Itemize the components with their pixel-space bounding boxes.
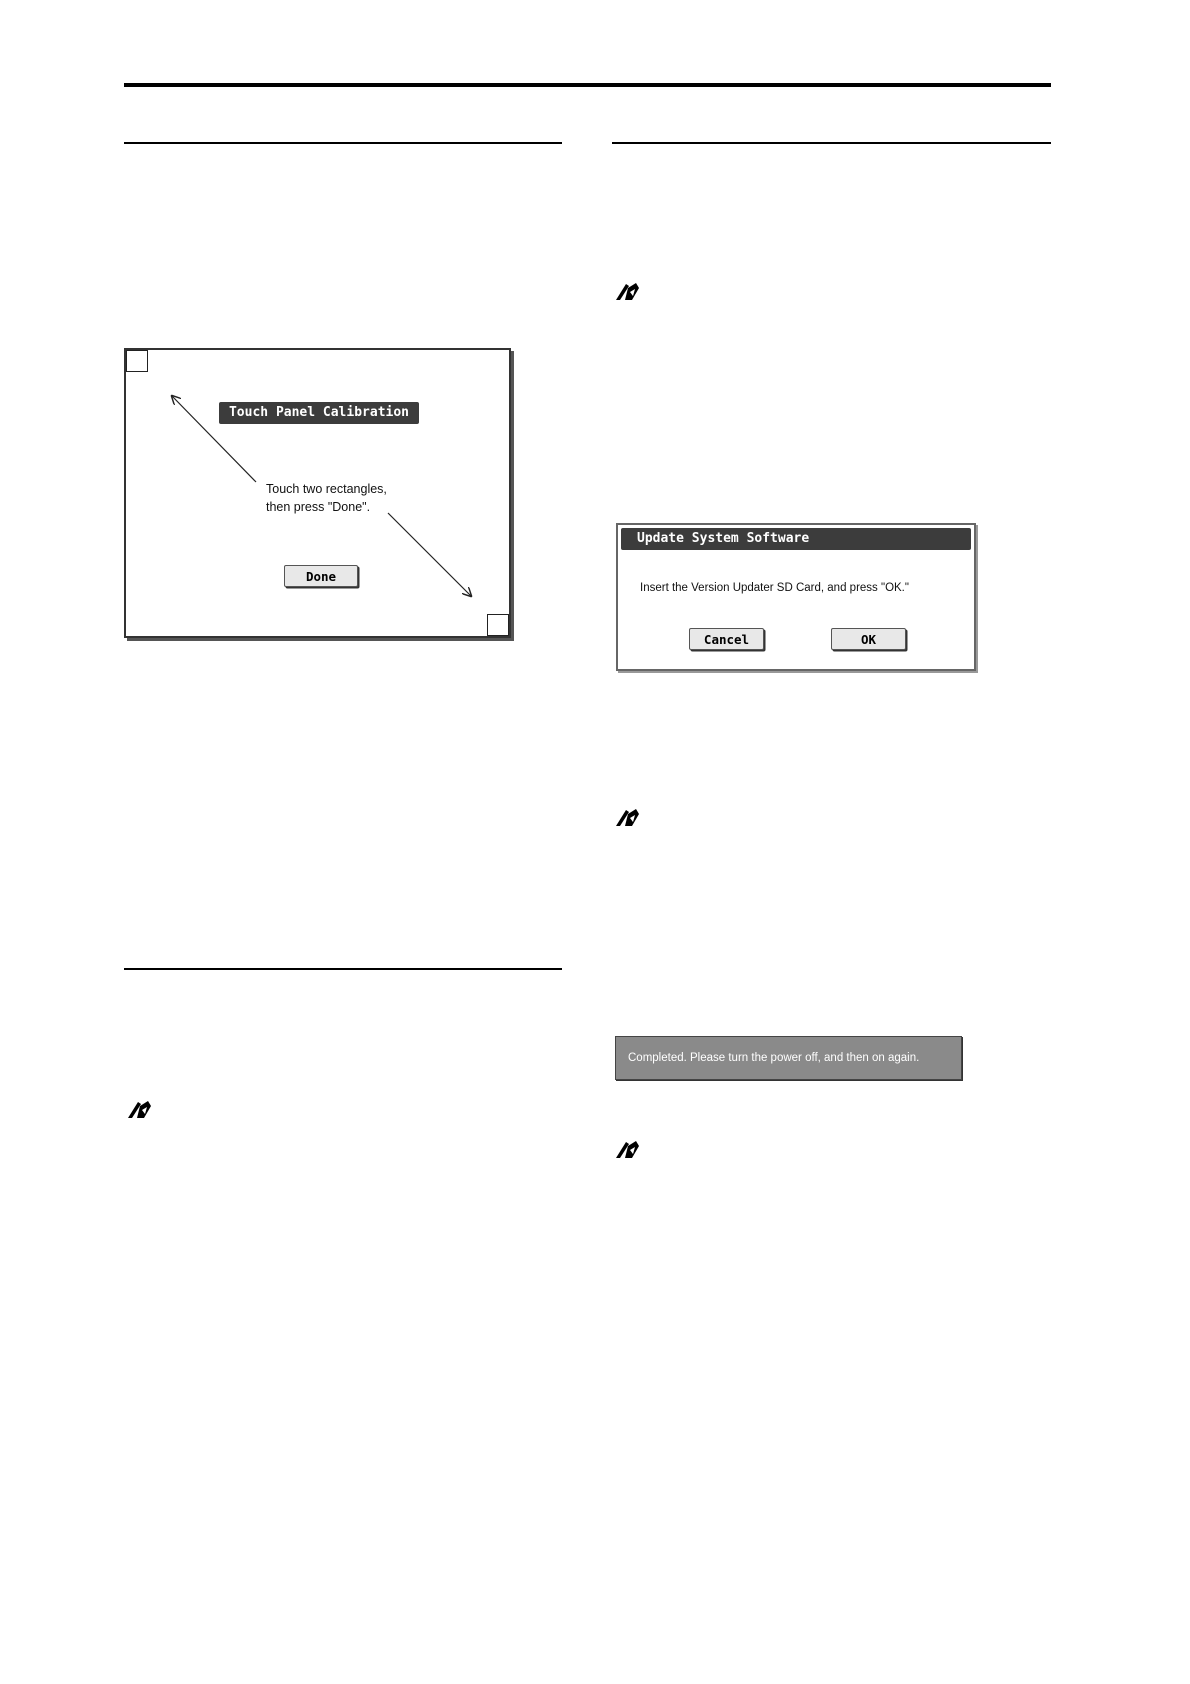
caution-note-icon xyxy=(126,1098,154,1120)
completed-message-bar: Completed. Please turn the power off, and then on again. xyxy=(615,1036,962,1080)
update-system-software-dialog xyxy=(616,523,976,671)
cancel-button[interactable]: Cancel xyxy=(689,628,764,650)
calibration-title: Touch Panel Calibration xyxy=(219,402,419,424)
caution-note-icon xyxy=(614,280,642,302)
ok-button[interactable]: OK xyxy=(831,628,906,650)
right-section-rule-1 xyxy=(612,142,1051,144)
left-section-rule-2 xyxy=(124,968,562,970)
caution-note-icon xyxy=(614,806,642,828)
arrow-to-bottom-right xyxy=(388,513,471,596)
done-button[interactable]: Done xyxy=(284,565,358,587)
instruction-line-1: Touch two rectangles, xyxy=(266,482,387,496)
touch-panel-calibration-screen xyxy=(124,348,511,638)
caution-note-icon xyxy=(614,1138,642,1160)
instruction-line-2: then press "Done". xyxy=(266,500,371,514)
page-top-rule xyxy=(124,83,1051,87)
left-section-rule-1 xyxy=(124,142,562,144)
dialog-message: Insert the Version Updater SD Card, and press "OK." xyxy=(640,582,909,594)
dialog-title: Update System Software xyxy=(621,528,971,550)
calibration-instruction xyxy=(266,480,426,516)
